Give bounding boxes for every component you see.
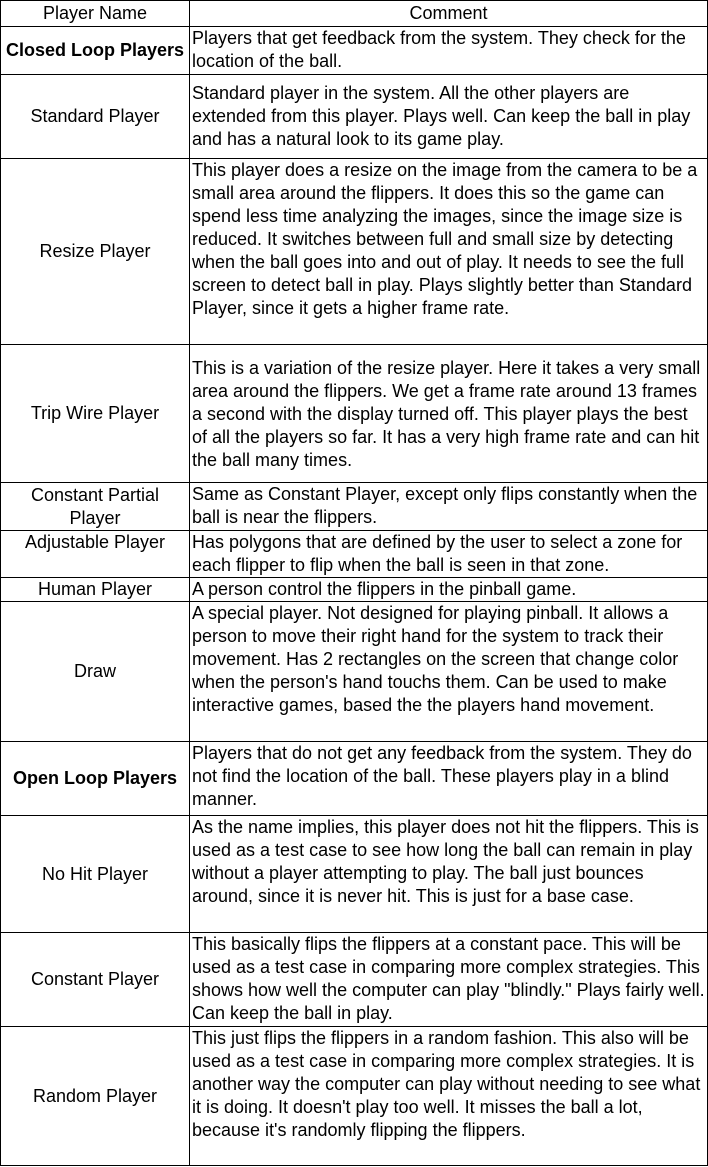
player-name-cell: Standard Player [1, 75, 190, 159]
comment-cell: As the name implies, this player does not hit the flippers. This is used as a test case to see how long the ball can remain in play without a player attempting to play. The ball just bounces around, since it is never hit. This is just for a base case. [190, 816, 708, 933]
player-name-cell: Constant Partial Player [1, 483, 190, 531]
table-row [1, 602, 708, 742]
table-row [1, 742, 708, 816]
table-row [1, 578, 708, 602]
player-name-cell: Human Player [1, 578, 190, 602]
comment-cell: This just flips the flippers in a random fashion. This also will be used as a test case in comparing more complex strategies. It is another way the computer can play without needing to see what it is doing. It doesn't play too well. It misses the ball a lot, because it's randomly flipping the flippers. [190, 1027, 708, 1166]
comment-cell: Players that get feedback from the system. They check for the location of the ball. [190, 27, 708, 75]
table-row [1, 159, 708, 345]
comment-cell: A person control the flippers in the pinball game. [190, 578, 708, 602]
table-row [1, 531, 708, 578]
player-name-cell: Trip Wire Player [1, 345, 190, 483]
comment-cell: This player does a resize on the image from the camera to be a small area around the flippers. It does this so the game can spend less time analyzing the images, since the image size is reduced. It switches between full and small size by detecting when the ball goes into and out of play. It needs to see the full screen to detect ball in play. Plays slightly better than Standard Player, since it gets a higher frame rate. [190, 159, 708, 345]
player-name-cell: Closed Loop Players [1, 27, 190, 75]
table-row [1, 27, 708, 75]
player-name-cell: Random Player [1, 1027, 190, 1166]
player-name-cell: Constant Player [1, 933, 190, 1027]
player-name-cell: Resize Player [1, 159, 190, 345]
comment-cell: Has polygons that are defined by the user to select a zone for each flipper to flip when the ball is seen in that zone. [190, 531, 708, 578]
table-row [1, 1027, 708, 1166]
comment-cell: Same as Constant Player, except only flips constantly when the ball is near the flippers. [190, 483, 708, 531]
player-name-cell: Draw [1, 602, 190, 742]
table-row [1, 933, 708, 1027]
table-row [1, 345, 708, 483]
comment-cell: Standard player in the system. All the other players are extended from this player. Plays well. Can keep the ball in play and has a natural look to its game play. [190, 75, 708, 159]
header-row [1, 1, 708, 27]
player-name-cell: Open Loop Players [1, 742, 190, 816]
player-name-cell: Adjustable Player [1, 531, 190, 578]
comment-cell: Players that do not get any feedback from the system. They do not find the location of the ball. These players play in a blind manner. [190, 742, 708, 816]
table-row [1, 75, 708, 159]
header-player-name: Player Name [1, 1, 190, 27]
comment-cell: This basically flips the flippers at a constant pace. This will be used as a test case in comparing more complex strategies. This shows how well the computer can play "blindly." Plays fairly well. Can keep the ball in play. [190, 933, 708, 1027]
table-row [1, 816, 708, 933]
player-name-cell: No Hit Player [1, 816, 190, 933]
comment-cell: A special player. Not designed for playing pinball. It allows a person to move their right hand for the system to track their movement. Has 2 rectangles on the screen that change color when the person's hand touchs them. Can be used to make interactive games, based the the players hand movement. [190, 602, 708, 742]
table-row [1, 483, 708, 531]
comment-cell: This is a variation of the resize player. Here it takes a very small area around the flippers. We get a frame rate around 13 frames a second with the display turned off. This player plays the best of all the players so far. It has a very high frame rate and can hit the ball many times. [190, 345, 708, 483]
header-comment: Comment [190, 1, 708, 27]
